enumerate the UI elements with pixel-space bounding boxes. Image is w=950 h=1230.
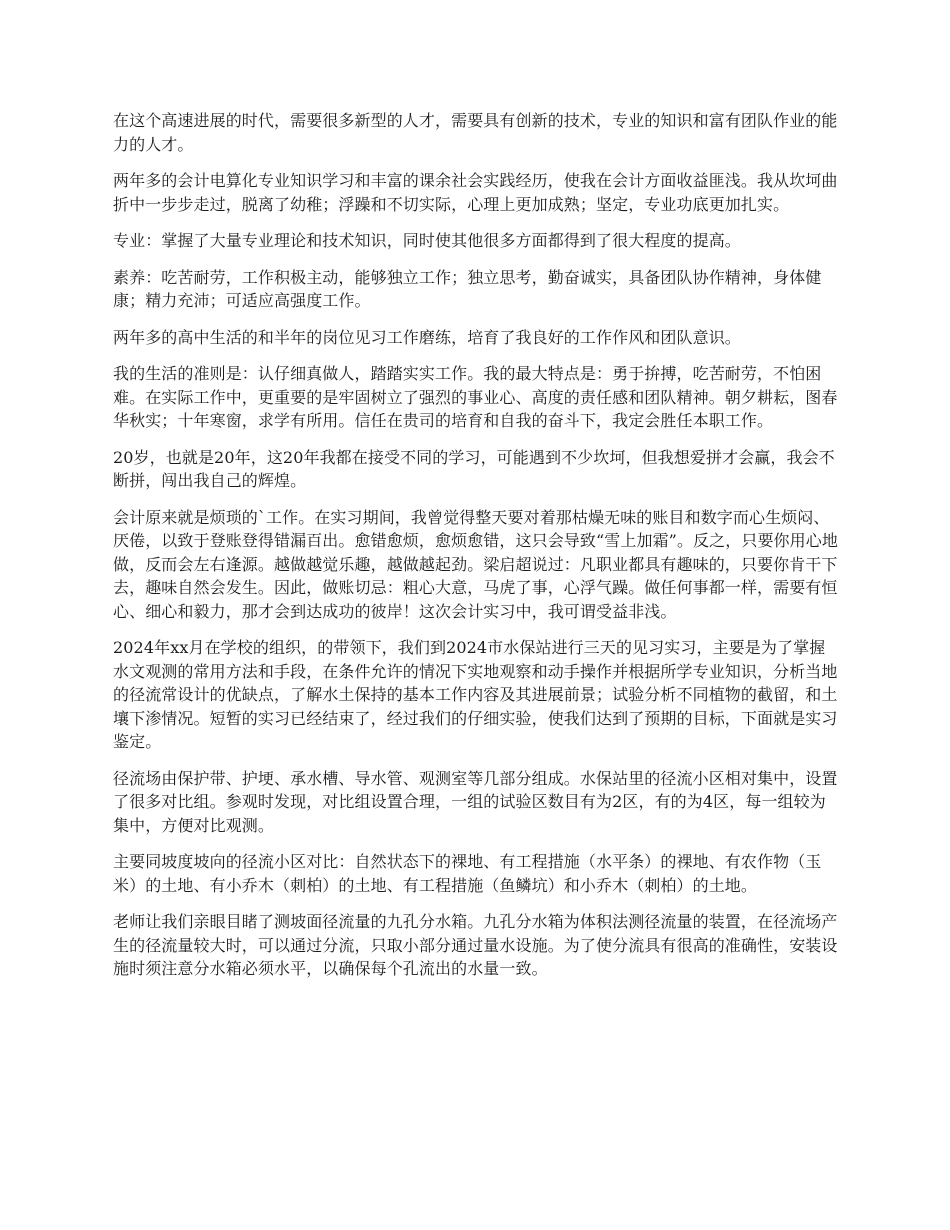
- document-page: [113, 109, 841, 994]
- paragraph-1: 在这个高速进展的时代，需要很多新型的人才，需要具有创新的技术，专业的知识和富有团队作业的能力的人才。: [113, 111, 838, 154]
- paragraph-12: 老师让我们亲眼目睹了测坡面径流量的九孔分水箱。九孔分水箱为体积法测径流量的装置，在径流场产生的径流量较大时，可以通过分流，只取小部分通过量水设施。为了使分流具有很高的准确性，安装设施时须注意分水箱必须水平，以确保每个孔流出的水量一致。: [113, 912, 838, 978]
- paragraph-9: 2024年xx月在学校的组织，的带领下，我们到2024市水保站进行三天的见习实习，主要是为了掌握水文观测的常用方法和手段，在条件允许的情况下实地观察和动手操作并根据所学专业知识，分析当地的径流常设计的优缺点，了解水土保持的基本工作内容及其进展前景；试验分析不同植物的截留，和土壤下渗情况。短暂的实习已经结束了，经过我们的仔细实验，使我们达到了预期的目标，下面就是实习鉴定。: [113, 638, 838, 751]
- paragraph-6: 我的生活的准则是：认仔细真做人，踏踏实实工作。我的最大特点是：勇于拚搏，吃苦耐劳，不怕困难。在实际工作中，更重要的是牢固树立了强烈的事业心、高度的责任感和团队精神。朝夕耕耘，图春华秋实；十年寒窗，求学有所用。信任在贵司的培育和自我的奋斗下，我定会胜任本职工作。: [113, 364, 838, 430]
- paragraph-10: 径流场由保护带、护埂、承水槽、导水管、观测室等几部分组成。水保站里的径流小区相对集中，设置了很多对比组。参观时发现，对比组设置合理，一组的试验区数目有为2区，有的为4区，每一组较为集中，方便对比观测。: [113, 768, 838, 835]
- paragraph-7: 20岁，也就是20年，这20年我都在接受不同的学习，可能遇到不少坎坷，但我想爱拼才会赢，我会不断拼，闯出我自己的辉煌。: [113, 447, 835, 490]
- paragraph-5: 两年多的高中生活的和半年的岗位见习工作磨练，培育了我良好的工作作风和团队意识。: [113, 327, 741, 347]
- paragraph-4: 素养：吃苦耐劳，工作积极主动，能够独立工作；独立思考，勤奋诚实，具备团队协作精神，身体健康；精力充沛；可适应高强度工作。: [113, 267, 822, 310]
- paragraph-8: 会计原来就是烦琐的`工作。在实习期间，我曾觉得整天要对着那枯燥无味的账目和数字而心生烦闷、厌倦，以致于登账登得错漏百出。愈错愈烦，愈烦愈错，这只会导致“雪上加霜”。反之，只要你用心地做，反而会左右逢源。越做越觉乐趣，越做越起劲。梁启超说过：凡职业都具有趣味的，只要你肯干下去，趣味自然会发生。因此，做账切忌：粗心大意，马虎了事，心浮气躁。做任何事都一样，需要有恒心、细心和毅力，那才会到达成功的彼岸！这次会计实习中，我可谓受益非浅。: [113, 507, 838, 621]
- paragraph-2: 两年多的会计电算化专业知识学习和丰富的课余社会实践经历，使我在会计方面收益匪浅。我从坎坷曲折中一步步走过，脱离了幼稚；浮躁和不切实际，心理上更加成熟；坚定，专业功底更加扎实。: [113, 171, 838, 214]
- paragraph-11: 主要同坡度坡向的径流小区对比：自然状态下的裸地、有工程措施（水平条）的裸地、有农作物（玉米）的土地、有小乔木（刺柏）的土地、有工程措施（鱼鳞坑）和小乔木（刺柏）的土地。: [113, 852, 822, 895]
- paragraph-3: 专业：掌握了大量专业理论和技术知识，同时使其他很多方面都得到了很大程度的提高。: [113, 231, 741, 250]
